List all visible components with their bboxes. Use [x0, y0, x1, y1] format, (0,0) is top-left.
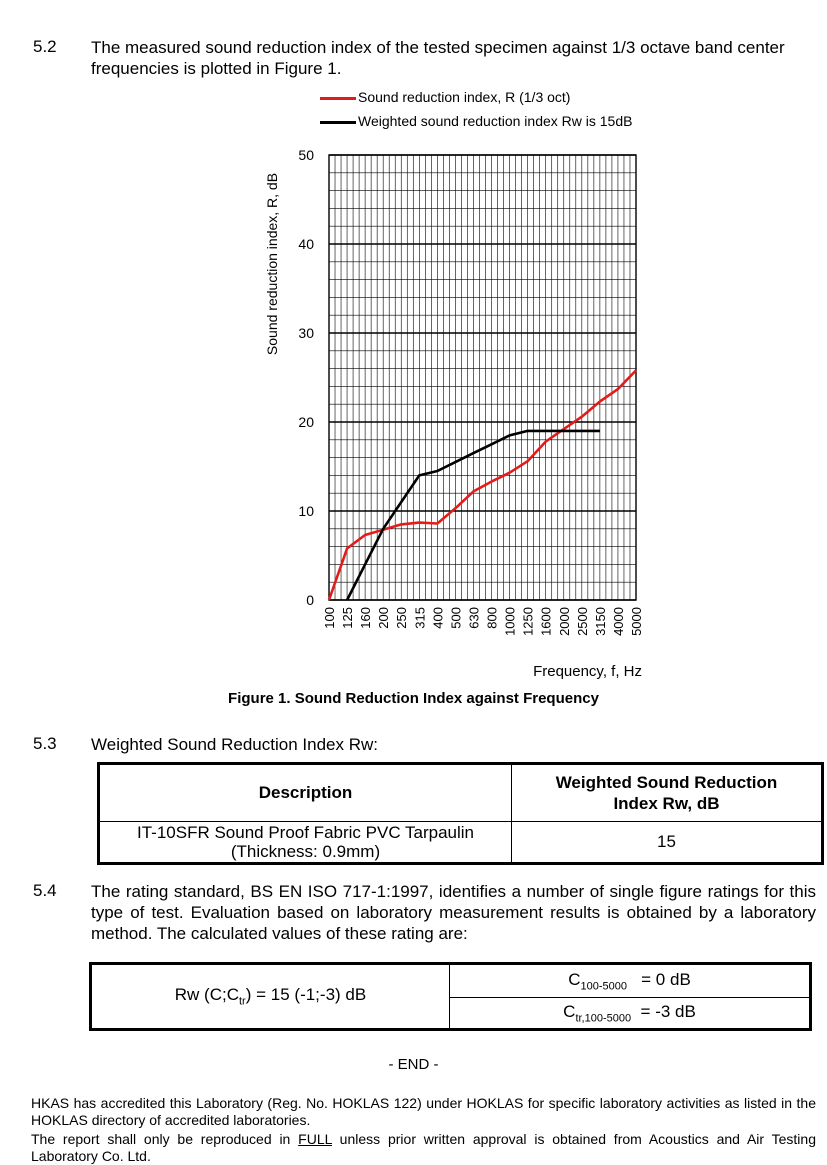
- section-number-5-4: 5.4: [33, 881, 57, 900]
- x-tick-label: 500: [448, 607, 464, 629]
- y-tick-labels: [298, 147, 314, 608]
- x-tick-label: 1600: [538, 607, 554, 636]
- rw-table-description-cell: IT-10SFR Sound Proof Fabric PVC Tarpaulin (Thickness: 0.9mm): [99, 822, 512, 864]
- x-tick-labels: [322, 607, 644, 636]
- rating-summary-cell: Rw $(C;C_{tr}) = 15$ (-1;-3) dB: [91, 964, 450, 1030]
- legend-label-red: Sound reduction index, R (1/3 oct): [358, 89, 571, 105]
- y-tick-label: 0: [306, 592, 314, 608]
- x-tick-label: 1000: [502, 607, 518, 636]
- c-rating-cell: $C_{100-5000}$ = 0 dB: [450, 964, 811, 998]
- section-5-2-text: The measured sound reduction index of the tested specimen against 1/3 octave band center frequencies is plotted in Figure 1.: [91, 38, 785, 78]
- y-tick-label: 20: [298, 414, 314, 430]
- x-tick-label: 2000: [556, 607, 572, 636]
- x-tick-label: 1250: [520, 607, 536, 636]
- x-tick-label: 5000: [629, 607, 644, 636]
- footer-reproduction-notice: The report shall only be reproduced in FULL unless prior written approval is obtained from Acoustics and Air Testing Laboratory Co. Ltd.: [31, 1131, 816, 1164]
- x-tick-label: 3150: [592, 607, 608, 636]
- rw-table-header-description: Description: [99, 764, 512, 822]
- rw-table-header-rw: Weighted Sound Reduction Index Rw, dB: [512, 764, 823, 822]
- x-axis-label: Frequency, f, Hz: [533, 663, 642, 680]
- y-tick-label: 30: [298, 325, 314, 341]
- x-tick-label: 100: [322, 607, 337, 629]
- y-tick-label: 40: [298, 236, 314, 252]
- x-tick-label: 630: [466, 607, 482, 629]
- x-tick-label: 160: [358, 607, 374, 629]
- section-number-5-2: 5.2: [33, 37, 57, 56]
- x-tick-label: 2500: [574, 607, 590, 636]
- series-lines: [329, 370, 636, 600]
- x-tick-label: 250: [394, 607, 410, 629]
- section-5-3-text: Weighted Sound Reduction Index Rw:: [91, 735, 378, 754]
- x-tick-label: 4000: [610, 607, 626, 636]
- figure-caption: Figure 1. Sound Reduction Index against Frequency: [228, 690, 599, 707]
- y-axis-label: Sound reduction index, R, dB: [264, 172, 280, 356]
- x-tick-label: 800: [484, 607, 500, 629]
- legend-label-black: Weighted sound reduction index Rw is 15dB: [358, 113, 633, 129]
- rating-table: [89, 962, 812, 1031]
- section-number-5-3: 5.3: [33, 734, 57, 753]
- x-tick-label: 315: [412, 607, 428, 629]
- x-tick-label: 200: [376, 607, 392, 629]
- y-tick-label: 50: [298, 147, 314, 163]
- section-5-4-text: The rating standard, BS EN ISO 717-1:1997, identifies a number of single figure ratings for this type of test. Evaluation based on laboratory measurement results is obtained by a laboratory method. The calculated values of these rating are:: [91, 882, 816, 943]
- rw-table-value-cell: 15: [512, 822, 823, 864]
- footer-accreditation: HKAS has accredited this Laboratory (Reg. No. HOKLAS 122) under HOKLAS for specific laboratory activities as listed in the HOKLAS directory of accredited laboratories.: [31, 1095, 816, 1128]
- x-tick-label: 400: [430, 607, 446, 629]
- x-tick-label: 125: [340, 607, 356, 629]
- full-underlined: FULL: [298, 1131, 332, 1147]
- end-marker: - END -: [388, 1056, 439, 1073]
- series-line-red: [329, 370, 636, 600]
- y-tick-label: 10: [298, 503, 314, 519]
- ctr-rating-cell: $C_{tr,100-5000} = -3$ dB: [450, 998, 811, 1030]
- rw-table: [97, 762, 824, 865]
